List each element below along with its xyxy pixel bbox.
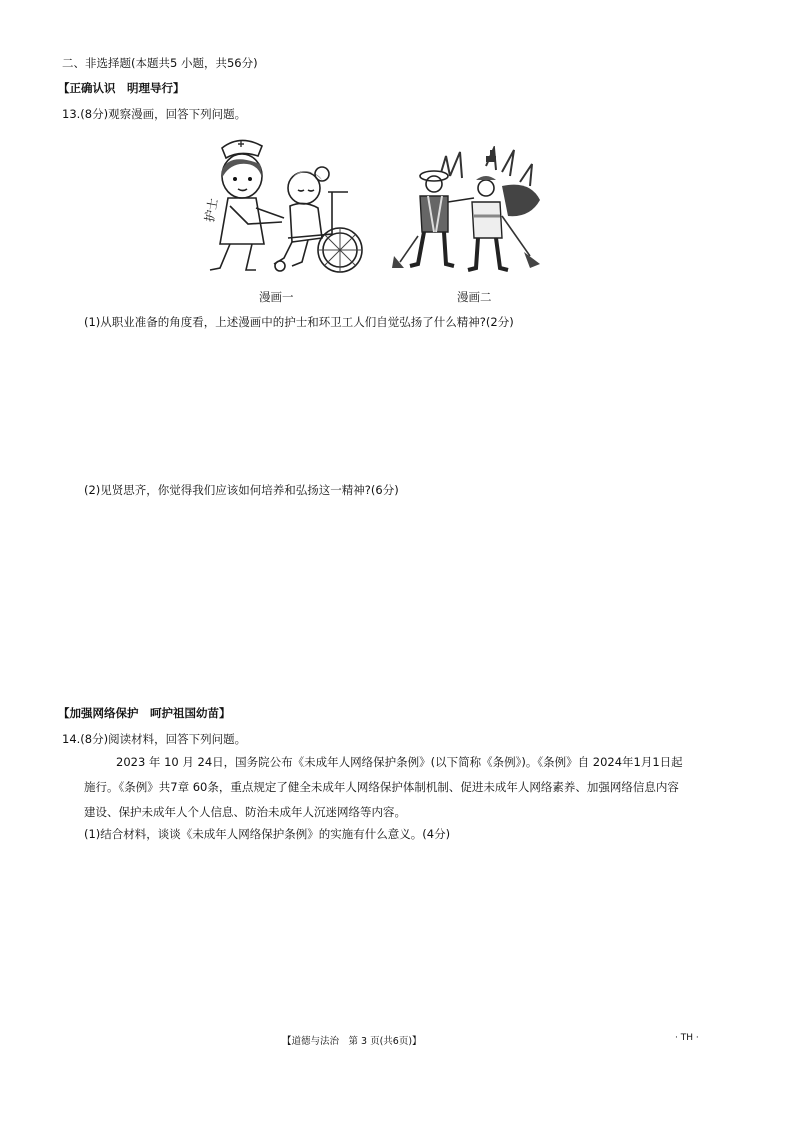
theme-heading-2: 【加强网络保护 呵护祖国幼苗】 (58, 706, 231, 720)
question-13-stem: 13.(8分)观察漫画，回答下列问题。 (62, 107, 247, 121)
question-14-part-1: (1)结合材料，谈谈《未成年人网络保护条例》的实施有什么意义。(4分) (84, 827, 451, 841)
question-14-material (84, 750, 712, 825)
footer-page-info: 【道德与法治 第 3 页(共6页)】 (282, 1036, 422, 1047)
footer-mark: · TH · (675, 1033, 699, 1043)
material-line-3: 建设、保护未成年人个人信息、防治未成年人沉迷网络等内容。 (84, 805, 406, 819)
question-13-part-1: (1)从职业准备的角度看，上述漫画中的护士和环卫工人们自觉弘扬了什么精神?(2分) (84, 315, 514, 329)
comic-2-caption: 漫画二 (457, 290, 492, 304)
question-13-part-2: (2)见贤思齐，你觉得我们应该如何培养和弘扬这一精神?(6分) (84, 483, 399, 497)
comic-1-illustration (200, 134, 380, 276)
question-14-stem: 14.(8分)阅读材料，回答下列问题。 (62, 732, 247, 746)
theme-heading-1: 【正确认识 明理导行】 (58, 81, 185, 95)
nurse-label: 护士 (202, 197, 221, 224)
material-line-2: 施行。《条例》共7章 60条，重点规定了健全未成年人网络保护体制机制、促进未成年人网络素养、加强网络信息内容 (84, 780, 679, 794)
material-line-1: 2023 年 10 月 24日，国务院公布《未成年人网络保护条例》(以下简称《条例》)。《条例》自 2024年1月1日起 (116, 755, 683, 769)
comic-2-illustration (390, 146, 550, 274)
comic-1-caption: 漫画一 (259, 290, 294, 304)
section-heading: 二、非选择题(本题共5 小题，共56分) (62, 56, 258, 70)
